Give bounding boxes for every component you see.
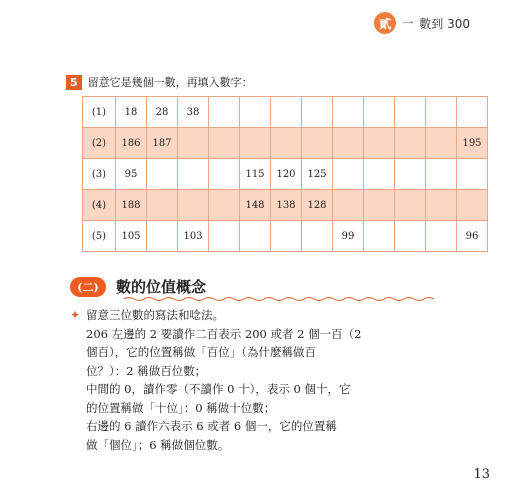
unit-title: 數到 300 (419, 16, 470, 31)
table-cell: 187 (147, 128, 178, 159)
table-row (83, 128, 488, 159)
table-cell[interactable] (271, 97, 302, 128)
table-cell[interactable] (395, 159, 426, 190)
table-cell: 120 (271, 159, 302, 190)
table-cell[interactable] (178, 190, 209, 221)
table-cell[interactable] (426, 190, 457, 221)
row-label: (1) (83, 97, 116, 128)
table-cell[interactable] (209, 221, 240, 252)
table-cell: 128 (302, 190, 333, 221)
section-badge: (二) (70, 277, 106, 297)
table-cell[interactable] (209, 128, 240, 159)
bullet-text: 留意三位數的寫法和唸法。 (86, 308, 224, 322)
body-line: 位？）：2 稱做百位數； (86, 363, 207, 378)
body-line: 中間的 0，讀作零（不讀作 0 十），表示 0 個十，它 (86, 382, 351, 396)
body-line: 做「個位」；6 稱做個位數。 (86, 437, 230, 452)
table-cell: 138 (271, 190, 302, 221)
table-cell[interactable] (209, 190, 240, 221)
diamond-bullet-icon: ✦ (70, 308, 81, 322)
question-text: 留意它是幾個一數，再填入數字： (87, 76, 253, 89)
table-cell[interactable] (426, 128, 457, 159)
row-label: (3) (83, 159, 116, 190)
table-cell[interactable] (302, 221, 333, 252)
table-cell[interactable] (178, 159, 209, 190)
table-cell: 125 (302, 159, 333, 190)
table-cell[interactable] (333, 190, 364, 221)
table-cell[interactable] (426, 221, 457, 252)
table-cell[interactable] (364, 221, 395, 252)
bullet-line (70, 306, 450, 325)
header-dash: 一 (402, 17, 414, 30)
table-cell: 99 (333, 221, 364, 252)
table-cell[interactable] (147, 221, 178, 252)
table-cell[interactable] (302, 128, 333, 159)
wavy-underline (124, 296, 434, 302)
body-line: 右邊的 6 讀作六表示 6 或者 6 個一，它的位置稱 (86, 419, 337, 433)
table-row (83, 97, 488, 128)
table-cell[interactable] (240, 128, 271, 159)
question-number: 5 (66, 75, 82, 90)
page-number: 13 (473, 467, 490, 482)
table-cell[interactable] (209, 97, 240, 128)
table-cell: 148 (240, 190, 271, 221)
table-row (83, 221, 488, 252)
table-cell: 103 (178, 221, 209, 252)
table-cell[interactable] (395, 97, 426, 128)
table-cell[interactable] (426, 97, 457, 128)
table-cell: 186 (116, 128, 147, 159)
table-cell: 115 (240, 159, 271, 190)
page-header (374, 12, 470, 34)
table-cell: 18 (116, 97, 147, 128)
table-cell[interactable] (457, 190, 488, 221)
table-cell[interactable] (333, 128, 364, 159)
table-cell[interactable] (333, 97, 364, 128)
table-cell: 105 (116, 221, 147, 252)
table-cell[interactable] (364, 190, 395, 221)
row-label: (5) (83, 221, 116, 252)
table-cell: 28 (147, 97, 178, 128)
table-cell[interactable] (240, 97, 271, 128)
table-cell[interactable] (364, 159, 395, 190)
table-cell[interactable] (147, 190, 178, 221)
table-row (83, 190, 488, 221)
table-cell: 188 (116, 190, 147, 221)
table-cell[interactable] (240, 221, 271, 252)
body-line: 的位置稱做「十位」：0 稱做十位數； (86, 400, 276, 415)
number-table (82, 96, 488, 252)
table-cell[interactable] (364, 97, 395, 128)
row-label: (2) (83, 128, 116, 159)
table-cell[interactable] (395, 128, 426, 159)
question-5 (66, 74, 253, 90)
table-cell[interactable] (457, 97, 488, 128)
table-cell: 38 (178, 97, 209, 128)
explanation (70, 306, 450, 454)
table-cell: 95 (116, 159, 147, 190)
table-cell[interactable] (395, 221, 426, 252)
unit-badge: 貳 (374, 12, 396, 34)
table-cell[interactable] (271, 128, 302, 159)
table-cell[interactable] (302, 97, 333, 128)
table-row (83, 159, 488, 190)
table-cell[interactable] (209, 159, 240, 190)
body-line: 206 左邊的 2 要讀作二百表示 200 或者 2 個一百（2 (86, 326, 362, 341)
table-cell[interactable] (147, 159, 178, 190)
body-line: 個百），它的位置稱做「百位」（為什麼稱做百 (86, 345, 316, 359)
table-cell: 195 (457, 128, 488, 159)
table-cell: 96 (457, 221, 488, 252)
table-cell[interactable] (395, 190, 426, 221)
section-heading (70, 276, 206, 297)
table-cell[interactable] (457, 159, 488, 190)
table-cell[interactable] (271, 221, 302, 252)
row-label: (4) (83, 190, 116, 221)
table-cell[interactable] (426, 159, 457, 190)
table-cell[interactable] (333, 159, 364, 190)
section-title: 數的位值概念 (116, 278, 207, 296)
table-cell[interactable] (364, 128, 395, 159)
table-cell[interactable] (178, 128, 209, 159)
